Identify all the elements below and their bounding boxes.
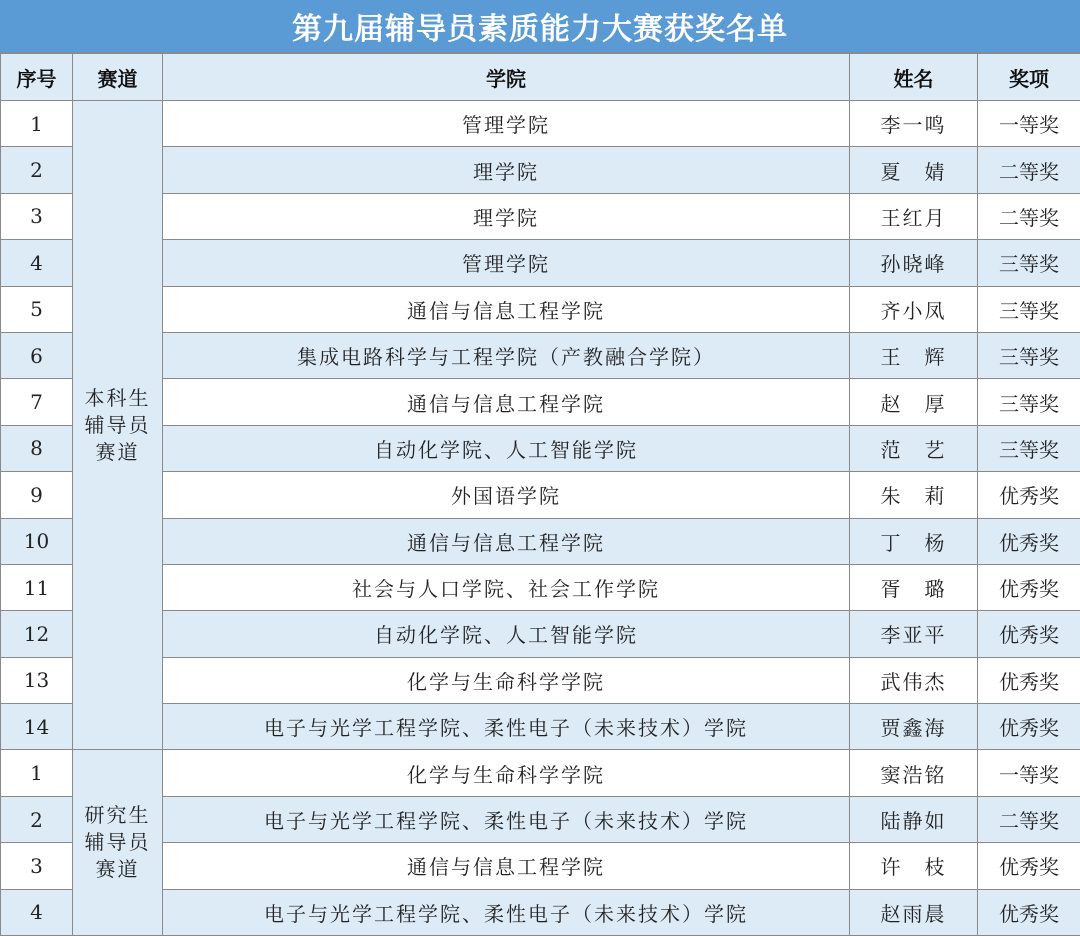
cell-name: 丁 杨 — [850, 518, 978, 564]
cell-college: 集成电路科学与工程学院（产教融合学院） — [163, 332, 850, 378]
cell-award: 优秀奖 — [978, 657, 1080, 703]
cell-no: 1 — [1, 750, 73, 796]
cell-award: 二等奖 — [978, 147, 1080, 193]
track-label-line: 研究生 — [84, 803, 151, 828]
cell-name: 赵 厚 — [850, 379, 978, 425]
table-row — [1, 704, 1080, 750]
cell-name: 朱 莉 — [850, 472, 978, 518]
cell-award: 三等奖 — [978, 379, 1080, 425]
cell-college: 电子与光学工程学院、柔性电子（未来技术）学院 — [163, 889, 850, 935]
cell-no: 2 — [1, 796, 73, 842]
cell-name: 胥 璐 — [850, 564, 978, 610]
cell-college: 化学与生命科学学院 — [163, 750, 850, 796]
header-college: 学院 — [163, 54, 850, 101]
header-no: 序号 — [1, 54, 73, 101]
header-award: 奖项 — [978, 54, 1080, 101]
header-row — [1, 54, 1080, 101]
cell-college: 通信与信息工程学院 — [163, 843, 850, 889]
page-title: 第九届辅导员素质能力大赛获奖名单 — [0, 0, 1080, 53]
cell-no: 12 — [1, 611, 73, 657]
table-row — [1, 564, 1080, 610]
cell-name: 李亚平 — [850, 611, 978, 657]
cell-no: 11 — [1, 564, 73, 610]
table-row — [1, 611, 1080, 657]
table-row — [1, 843, 1080, 889]
cell-track — [73, 750, 163, 936]
cell-award: 二等奖 — [978, 193, 1080, 239]
cell-no: 14 — [1, 704, 73, 750]
cell-college: 通信与信息工程学院 — [163, 379, 850, 425]
cell-award: 三等奖 — [978, 286, 1080, 332]
table-row — [1, 240, 1080, 286]
cell-college: 通信与信息工程学院 — [163, 286, 850, 332]
cell-no: 5 — [1, 286, 73, 332]
table-row — [1, 518, 1080, 564]
cell-name: 许 枝 — [850, 843, 978, 889]
table-row — [1, 147, 1080, 193]
cell-college: 理学院 — [163, 147, 850, 193]
track-label-line: 赛道 — [95, 857, 140, 882]
cell-name: 窦浩铭 — [850, 750, 978, 796]
cell-award: 一等奖 — [978, 750, 1080, 796]
cell-award: 二等奖 — [978, 796, 1080, 842]
table-row — [1, 286, 1080, 332]
cell-award: 一等奖 — [978, 101, 1080, 147]
track-label-line: 辅导员 — [84, 412, 151, 437]
cell-college: 外国语学院 — [163, 472, 850, 518]
award-table — [0, 53, 1080, 936]
cell-name: 齐小凤 — [850, 286, 978, 332]
cell-college: 电子与光学工程学院、柔性电子（未来技术）学院 — [163, 704, 850, 750]
table-row — [1, 332, 1080, 378]
cell-college: 社会与人口学院、社会工作学院 — [163, 564, 850, 610]
track-label-line: 辅导员 — [84, 830, 151, 855]
cell-no: 1 — [1, 101, 73, 147]
table-row — [1, 193, 1080, 239]
header-name: 姓名 — [850, 54, 978, 101]
table-row — [1, 750, 1080, 796]
cell-name: 王 辉 — [850, 332, 978, 378]
table-row — [1, 472, 1080, 518]
cell-college: 管理学院 — [163, 240, 850, 286]
cell-name: 赵雨晨 — [850, 889, 978, 935]
header-track: 赛道 — [73, 54, 163, 101]
cell-name: 范 艺 — [850, 425, 978, 471]
cell-no: 10 — [1, 518, 73, 564]
cell-name: 武伟杰 — [850, 657, 978, 703]
cell-no: 4 — [1, 889, 73, 935]
table-row — [1, 657, 1080, 703]
cell-award: 三等奖 — [978, 332, 1080, 378]
cell-college: 理学院 — [163, 193, 850, 239]
cell-college: 电子与光学工程学院、柔性电子（未来技术）学院 — [163, 796, 850, 842]
cell-award: 优秀奖 — [978, 518, 1080, 564]
track-label-line: 赛道 — [95, 439, 140, 464]
cell-award: 优秀奖 — [978, 472, 1080, 518]
cell-name: 贾鑫海 — [850, 704, 978, 750]
cell-name: 王红月 — [850, 193, 978, 239]
cell-award: 优秀奖 — [978, 704, 1080, 750]
cell-award: 三等奖 — [978, 240, 1080, 286]
cell-no: 9 — [1, 472, 73, 518]
table-row — [1, 379, 1080, 425]
cell-award: 优秀奖 — [978, 564, 1080, 610]
cell-award: 三等奖 — [978, 425, 1080, 471]
cell-no: 13 — [1, 657, 73, 703]
table-row — [1, 425, 1080, 471]
cell-award: 优秀奖 — [978, 889, 1080, 935]
cell-college: 管理学院 — [163, 101, 850, 147]
cell-college: 自动化学院、人工智能学院 — [163, 425, 850, 471]
cell-no: 7 — [1, 379, 73, 425]
cell-no: 3 — [1, 193, 73, 239]
cell-name: 孙晓峰 — [850, 240, 978, 286]
cell-no: 3 — [1, 843, 73, 889]
cell-name: 夏 婧 — [850, 147, 978, 193]
cell-college: 自动化学院、人工智能学院 — [163, 611, 850, 657]
table-row — [1, 101, 1080, 147]
cell-no: 8 — [1, 425, 73, 471]
cell-college: 化学与生命科学学院 — [163, 657, 850, 703]
track-label-line: 本科生 — [84, 385, 151, 410]
cell-name: 陆静如 — [850, 796, 978, 842]
cell-track — [73, 101, 163, 750]
cell-name: 李一鸣 — [850, 101, 978, 147]
cell-no: 6 — [1, 332, 73, 378]
cell-award: 优秀奖 — [978, 843, 1080, 889]
cell-college: 通信与信息工程学院 — [163, 518, 850, 564]
cell-no: 2 — [1, 147, 73, 193]
table-row — [1, 889, 1080, 935]
table-row — [1, 796, 1080, 842]
cell-award: 优秀奖 — [978, 611, 1080, 657]
cell-no: 4 — [1, 240, 73, 286]
